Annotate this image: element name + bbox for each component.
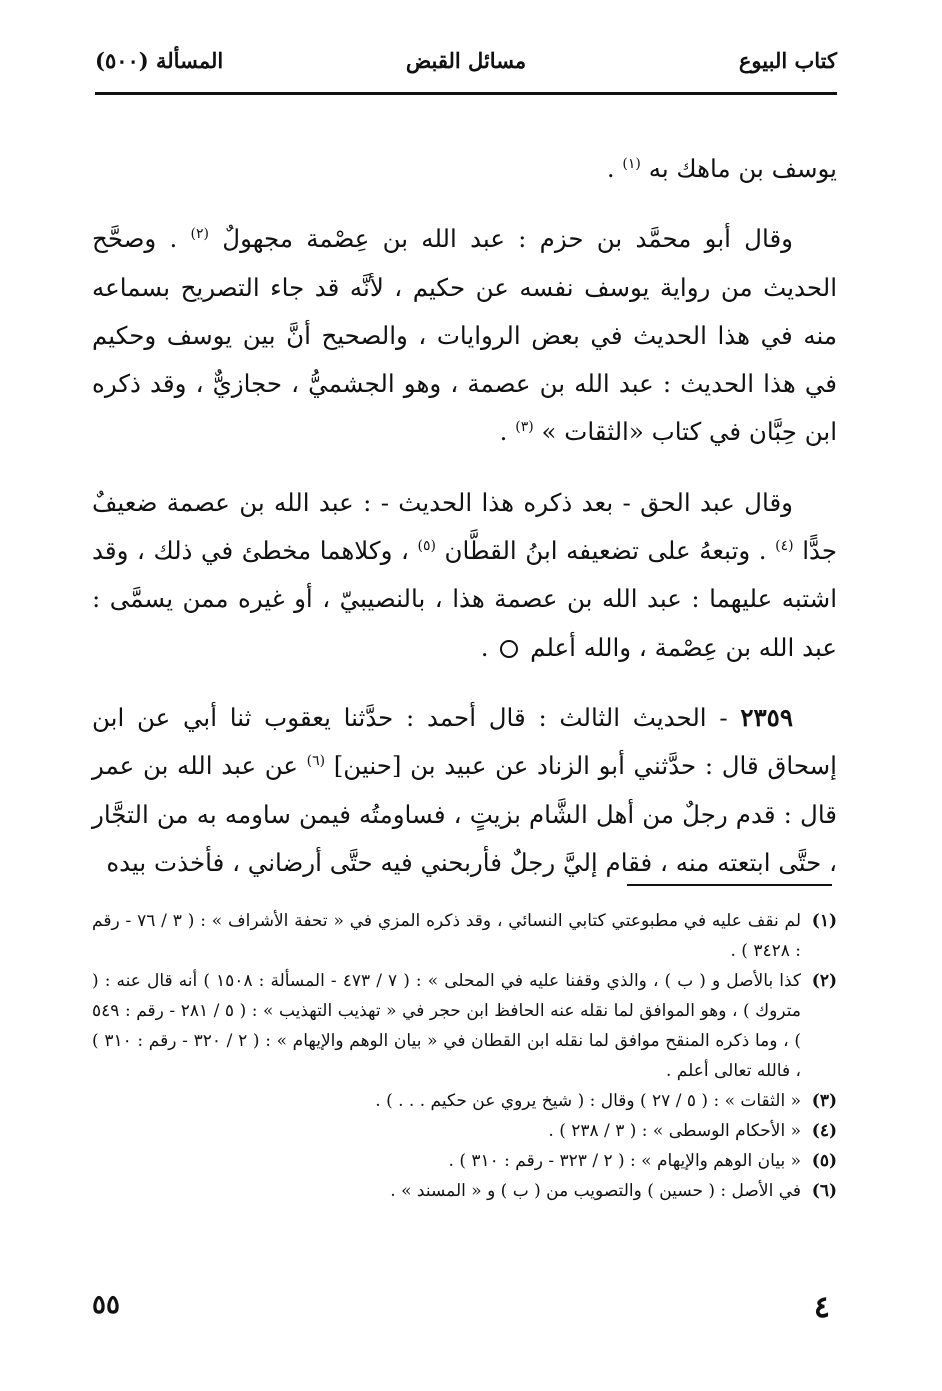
footnote-number: (٣): [811, 1091, 837, 1111]
paragraph-text: . وتبعهُ على تضعيفه ابنُ القطَّان: [444, 536, 767, 566]
footnote-number: (٦): [811, 1181, 837, 1201]
header-issue-number: المسألة (٥٠٠): [95, 48, 224, 73]
hadith-number: ٢٣٥٩: [740, 702, 793, 732]
paragraph-text: عن عبد الله بن عمر قال : قدم رجلٌ من أهل الشَّام بزيتٍ ، فساومتُه فيمن ساومه به من التجَّار ، حتَّى ابتعته منه ، فقام إليَّ رجلٌ فأربحني فيه حتَّى أرضاني ، فأخذت بيده: [92, 751, 837, 877]
footnote-text: « الأحكام الوسطى » : ( ٣ / ٢٣٨ ) .: [548, 1121, 801, 1141]
footnote-text: « بيان الوهم والإيهام » : ( ٢ / ٣٢٣ - رقم : ٣١٠ ) .: [448, 1151, 801, 1171]
footnote-number: (٤): [811, 1121, 837, 1141]
footnote-ref[interactable]: (٥): [417, 537, 436, 554]
footnotes: [92, 906, 837, 1206]
paragraph-text: .: [480, 632, 489, 662]
paragraph-1: [92, 145, 837, 193]
paragraph-text: .: [606, 154, 615, 183]
paragraph-text: يوسف بن ماهك به: [648, 154, 837, 183]
paragraph-2: [92, 215, 837, 456]
paragraph-text: .: [499, 417, 508, 447]
footnote-number: (٢): [811, 971, 837, 991]
footnote-item: [92, 1116, 837, 1146]
header-book-title: كتاب البيوع: [738, 48, 837, 73]
header-section-title: مسائل القبض: [405, 48, 527, 73]
paragraph-text: . وصحَّح الحديث من رواية يوسف نفسه عن حكيم ، لأنَّه قد جاء التصريح بسماعه منه في هذا الحديث في بعض الروايات ، والصحيح أنَّ بين يوسف وحكيم في هذا الحديث : عبد الله بن عصمة ، وهو الجشميُّ ، حجازيٌّ ، وقد ذكره ابن حِبَّان في كتاب «الثقات »: [92, 224, 837, 447]
footnote-item: [92, 1086, 837, 1116]
footnote-rule: [627, 884, 832, 886]
paragraph-text: - الحديث الثالث : قال أحمد : حدَّثنا يعقوب ثنا أبي عن ابن إسحاق قال : حدَّثني أبو الزناد عن عبيد بن [حنين]: [92, 702, 837, 781]
footnote-item: [92, 1176, 837, 1206]
footnote-number: (١): [811, 911, 837, 931]
page-number-arabic: ٤: [813, 1290, 830, 1325]
paragraph-text: وقال أبو محمَّد بن حزم : عبد الله بن عِصْمة مجهولٌ: [222, 224, 793, 254]
footnote-ref[interactable]: (٣): [515, 419, 534, 436]
paragraph-text: ، وكلاهما مخطئ في ذلك ، وقد اشتبه عليهما : عبد الله بن عصمة هذا ، بالنصيبيّ ، أو غيره ممن يسمَّى : عبد الله بن عِصْمة ، والله أعلم: [92, 536, 837, 662]
paragraph-text: وقال عبد الحق - بعد ذكره هذا الحديث - : عبد الله بن عصمة ضعيفٌ جدًّا: [92, 487, 838, 566]
end-circle-icon: [500, 640, 518, 658]
footnote-ref[interactable]: (٤): [775, 537, 794, 554]
running-header: [95, 48, 837, 84]
main-text: [92, 145, 837, 909]
page-number-left: ٥٥: [92, 1290, 120, 1320]
footnote-item: [92, 906, 837, 966]
footnote-text: كذا بالأصل و ( ب ) ، والذي وقفنا عليه في المحلى » : ( ٧ / ٤٧٣ - المسألة : ١٥٠٨ ) أنه قال عنه : ( متروك ) ، وهو الموافق لما نقله عنه الحافظ ابن حجر في « تهذيب التهذيب » : ( ٥ / ٢٨١ - رقم : ٥٤٩ ) ، وما ذكره المنقح موافق لما نقله ابن القطان في « بيان الوهم والإيهام » : ( ٢ / ٣٢٠ - رقم : ٣١٠ ) ، فالله تعالى أعلم .: [92, 971, 801, 1081]
footnote-number: (٥): [811, 1151, 837, 1171]
footnote-ref[interactable]: (٦): [306, 753, 326, 770]
header-rule: [95, 92, 837, 95]
paragraph-3: [92, 479, 837, 672]
footnote-ref[interactable]: (٢): [190, 226, 210, 243]
footnote-text: « الثقات » : ( ٥ / ٢٧ ) وقال : ( شيخ يروي عن حكيم . . . ) .: [375, 1091, 801, 1111]
footnote-item: [92, 1146, 837, 1176]
footnote-ref[interactable]: (١): [622, 155, 641, 172]
footnote-item: [92, 966, 837, 1086]
footnote-text: لم نقف عليه في مطبوعتي كتابي النسائي ، وقد ذكره المزي في « تحفة الأشراف » : ( ٣ / ٧٦ - رقم : ٣٤٢٨ ) .: [92, 911, 802, 961]
paragraph-4: [92, 694, 837, 887]
footnote-text: في الأصل : ( حسين ) والتصويب من ( ب ) و « المسند » .: [390, 1181, 801, 1201]
